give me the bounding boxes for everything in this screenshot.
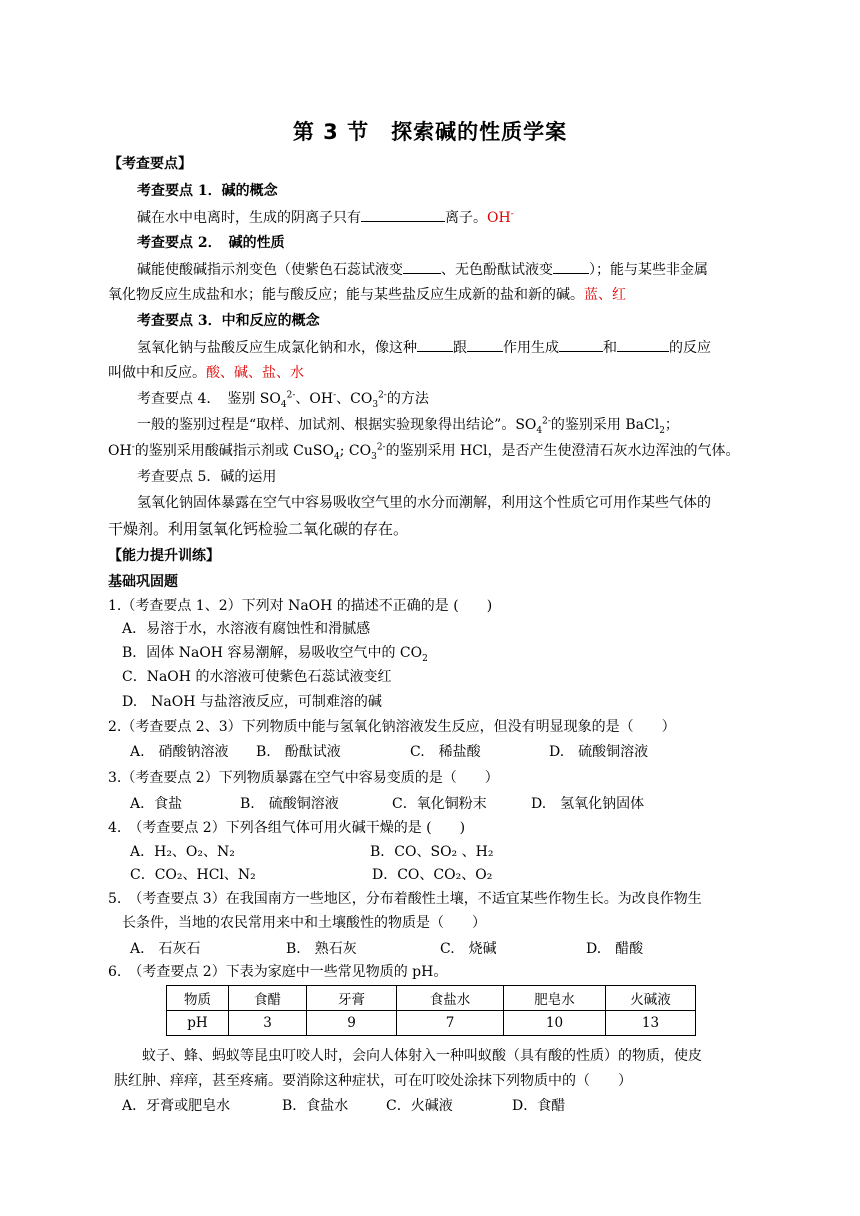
point1-text: 碱在水中电离时，生成的阴离子只有 离子。OH- (137, 207, 514, 228)
q3-option-b: B. 硫酸铜溶液 (240, 796, 339, 812)
point3-text-line2: 叫做中和反应。酸、碱、盐、水 (108, 365, 304, 381)
point5-heading: 考查要点 5．碱的运用 (137, 469, 277, 485)
ph-table (166, 985, 696, 1036)
point5-text-line1: 氢氧化钠固体暴露在空气中容易吸收空气里的水分而潮解，利用这个性质它可用作某些气体的 (137, 495, 711, 511)
subheading-basic: 基础巩固题 (108, 574, 178, 590)
q2-option-a: A. 硝酸钠溶液 (130, 744, 229, 760)
q6-option-a: A．牙膏或肥皂水 (122, 1098, 231, 1114)
q4-option-c: C．CO₂、HCl、N₂ (130, 867, 256, 883)
q3-option-d: D. 氢氧化钠固体 (531, 796, 645, 812)
table-cell: 13 (606, 1011, 696, 1036)
point1-heading: 考查要点 1．碱的概念 (137, 183, 278, 199)
table-cell: 物质 (167, 986, 229, 1011)
q6-text-line2: 肤红肿、痒痒，甚至疼痛。要消除这种症状，可在叮咬处涂抹下列物质中的（ ） (114, 1073, 632, 1089)
table-cell: 食醋 (229, 986, 307, 1011)
q1-option-b: B．固体 NaOH 容易潮解，易吸收空气中的 $CO_2$ (122, 645, 428, 664)
point2-text-line2: 氧化物反应生成盐和水；能与酸反应；能与某些盐反应生成新的盐和新的碱。蓝、红 (108, 287, 626, 303)
q1-option-d: D. NaOH 与盐溶液反应，可制难溶的碱 (122, 694, 382, 710)
point3-heading: 考查要点 3．中和反应的概念 (137, 313, 320, 329)
q5-option-b: B. 熟石灰 (286, 941, 357, 957)
table-row (167, 1011, 696, 1036)
question-5-line2: 长条件，当地的农民常用来中和土壤酸性的物质是（ ） (122, 915, 486, 931)
q6-option-c: C．火碱液 (386, 1098, 453, 1114)
q4-option-a: A．H₂、O₂、N₂ (130, 844, 235, 860)
q1-option-c: C．NaOH 的水溶液可使紫色石蕊试液变红 (122, 669, 392, 685)
point4-text-line1: 一般的鉴别过程是“取样、加试剂、根据实验现象得出结论”。$SO_4^{2-}$的鉴别采用 BaCl$_2$； (137, 416, 679, 436)
q3-option-a: A．食盐 (130, 796, 183, 812)
q1-option-a: A．易溶于水，水溶液有腐蚀性和滑腻感 (122, 621, 371, 637)
table-cell: 10 (504, 1011, 606, 1036)
question-2: 2.（考查要点 2、3）下列物质中能与氢氧化钠溶液发生反应，但没有明显现象的是（ ） (108, 719, 676, 735)
table-cell: 9 (307, 1011, 397, 1036)
q6-option-b: B．食盐水 (282, 1098, 349, 1114)
question-5-line1: 5. （考查要点 3）在我国南方一些地区，分布着酸性土壤，不适宜某些作物生长。为改良作物生 (108, 891, 702, 907)
table-row (167, 986, 696, 1011)
point5-text-line2: 干燥剂。利用氢氧化钙检验二氧化碳的存在。 (108, 520, 409, 538)
question-6: 6. （考查要点 2）下表为家庭中一些常见物质的 pH。 (108, 964, 448, 980)
table-cell: 7 (397, 1011, 504, 1036)
q3-option-c: C．氧化铜粉末 (392, 796, 487, 812)
q4-option-b: B．CO、SO₂ 、H₂ (370, 844, 494, 860)
point3-text-line1: 氢氧化钠与盐酸反应生成氯化钠和水，像这种 跟 作用生成 和 的反应 (137, 337, 711, 358)
table-cell: 火碱液 (606, 986, 696, 1011)
q6-text-line1: 蚊子、蜂、蚂蚁等昆虫叮咬人时，会向人体射入一种叫蚁酸（具有酸的性质）的物质，使皮 (142, 1048, 702, 1064)
table-cell: 牙膏 (307, 986, 397, 1011)
q2-option-c: C. 稀盐酸 (410, 744, 481, 760)
table-cell: pH (167, 1011, 229, 1036)
q2-option-d: D. 硫酸铜溶液 (549, 744, 649, 760)
table-cell: 3 (229, 1011, 307, 1036)
q5-option-c: C. 烧碱 (440, 941, 497, 957)
page-title: 第 3 节 探索碱的性质学案 (292, 120, 568, 144)
section-heading-key-points: 【考查要点】 (108, 156, 192, 172)
section-heading-training: 【能力提升训练】 (108, 548, 220, 564)
question-1: 1.（考查要点 1、2）下列对 NaOH 的描述不正确的是 ( ) (108, 598, 493, 614)
table-cell: 肥皂水 (504, 986, 606, 1011)
q5-option-d: D. 醋酸 (586, 941, 644, 957)
point2-text-line1: 碱能使酸碱指示剂变色（使紫色石蕊试液变 、无色酚酞试液变 ）；能与某些非金属 (137, 259, 708, 280)
point4-text-line2: OH-的鉴别采用酸碱指示剂或 CuSO$_4$; $CO_3^{2-}$的鉴别采用 HCl，是否产生使澄清石灰水边浑浊的气体。 (108, 442, 740, 462)
table-cell: 食盐水 (397, 986, 504, 1011)
point4-heading: 考查要点 4． 鉴别 $SO_4^{2-}$、OH-、$CO_3^{2-}$的方法 (137, 390, 429, 410)
q6-option-d: D．食醋 (512, 1098, 566, 1114)
question-3: 3.（考查要点 2）下列物质暴露在空气中容易变质的是（ ） (108, 770, 499, 786)
q4-option-d: D．CO、CO₂、O₂ (372, 867, 493, 883)
question-4: 4. （考查要点 2）下列各组气体可用火碱干燥的是 ( ) (108, 820, 466, 836)
q5-option-a: A. 石灰石 (130, 941, 201, 957)
point2-heading: 考查要点 2． 碱的性质 (137, 235, 285, 251)
q2-option-b: B. 酚酞试液 (256, 744, 341, 760)
